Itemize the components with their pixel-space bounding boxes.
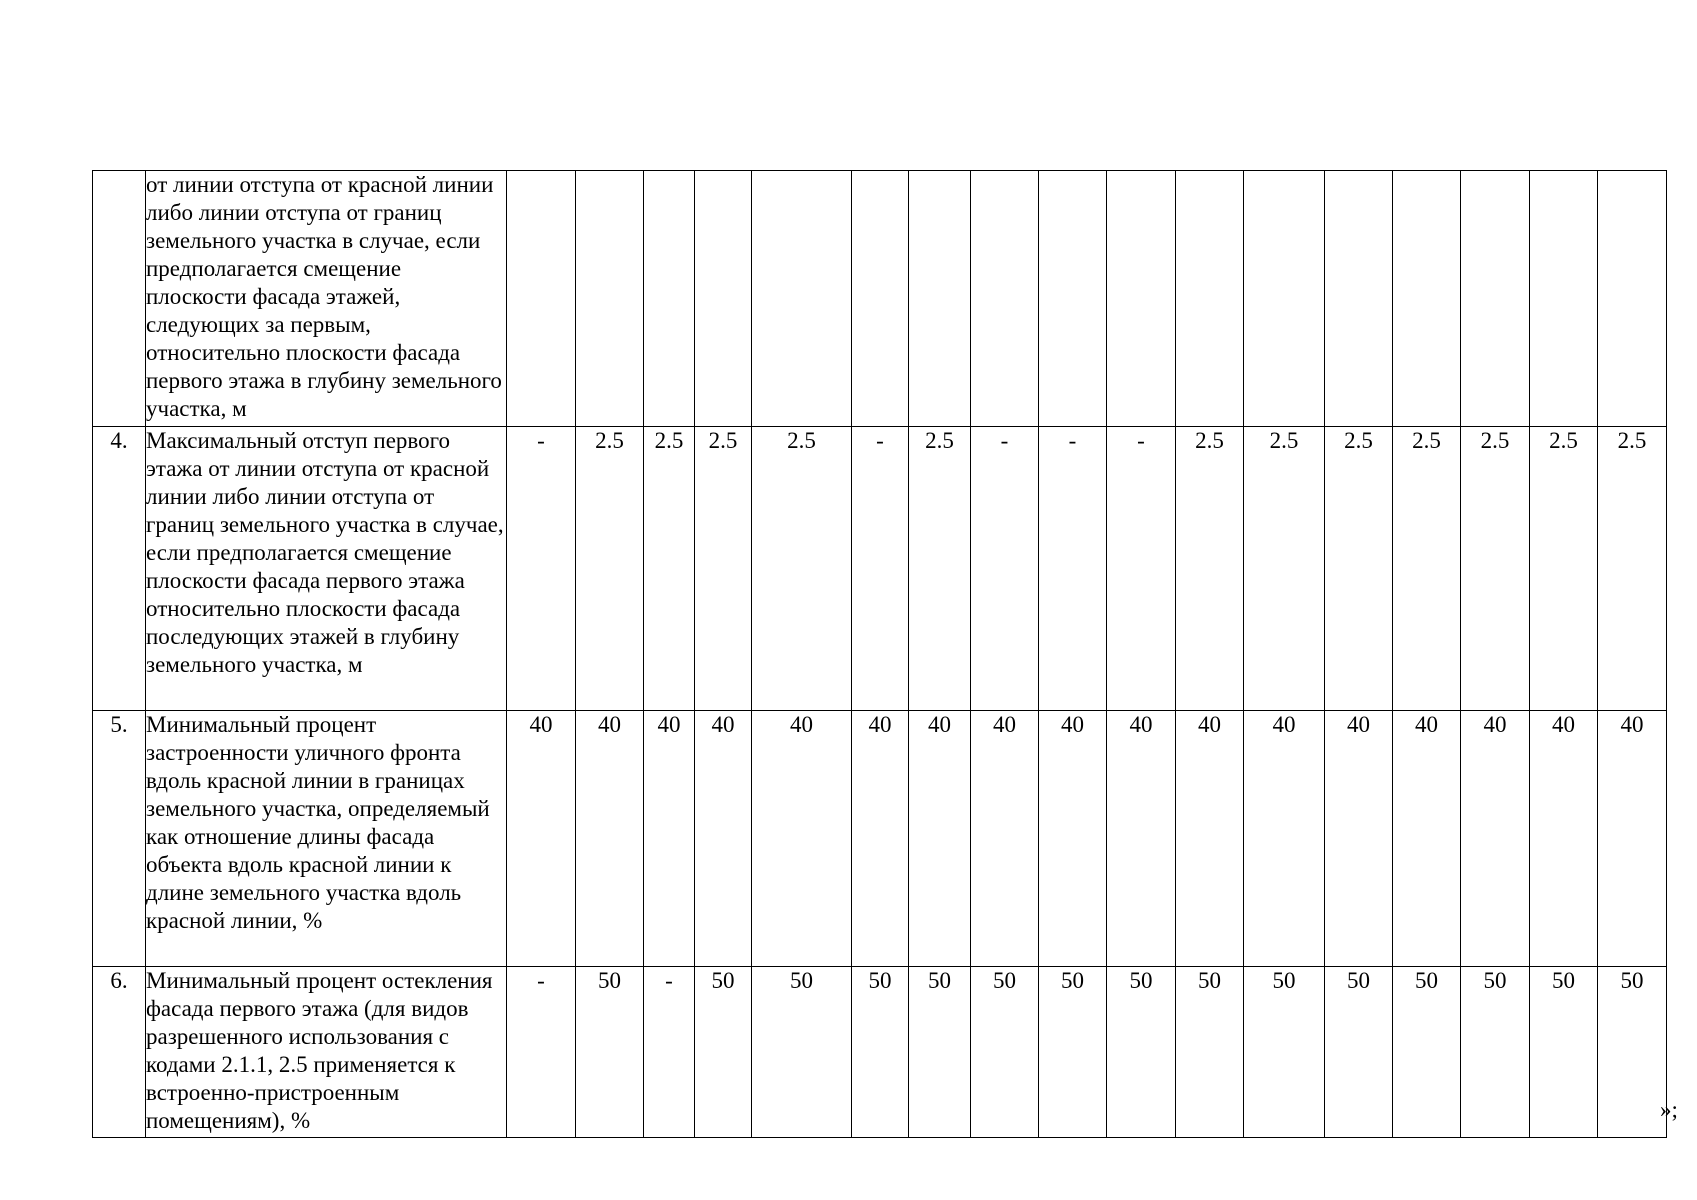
row-value: 50 [1598,967,1667,1138]
row-number: 6. [93,967,146,1138]
row-value [909,171,971,427]
row-value: 40 [1244,711,1325,967]
row-value: 2.5 [1461,427,1530,711]
row-value: 50 [1393,967,1461,1138]
row-value: 2.5 [1598,427,1667,711]
table-row [93,171,1667,427]
row-value [695,171,752,427]
table-row [93,427,1667,711]
row-value [971,171,1039,427]
row-value: 40 [852,711,909,967]
regulations-table [92,170,1667,1138]
row-value: 50 [1530,967,1598,1138]
row-value: 50 [1244,967,1325,1138]
row-value: 2.5 [1176,427,1244,711]
row-value [1461,171,1530,427]
row-value: 40 [644,711,695,967]
row-value: 50 [695,967,752,1138]
row-value [644,171,695,427]
row-value: 40 [576,711,644,967]
row-value [1107,171,1176,427]
row-value: 50 [1176,967,1244,1138]
row-value: 2.5 [1530,427,1598,711]
closing-quote-mark: »; [1660,1097,1678,1122]
row-number: 4. [93,427,146,711]
row-value: 50 [1325,967,1393,1138]
row-value: 40 [1176,711,1244,967]
row-value [1176,171,1244,427]
row-value: 2.5 [644,427,695,711]
row-description: Минимальный процент остекления фасада первого этажа (для видов разрешенного использования с кодами 2.1.1, 2.5 применяется к встроенно-пристроенным помещениям), % [146,967,507,1138]
row-value: 2.5 [1244,427,1325,711]
row-description: Максимальный отступ первого этажа от линии отступа от красной линии либо линии отступа от границ земельного участка в случае, если предполагается смещение плоскости фасада первого этажа относительно плоскости фасада последующих этажей в глубину земельного участка, м [146,427,507,711]
row-description: Минимальный процент застроенности уличного фронта вдоль красной линии в границах земельного участка, определяемый как отношение длины фасада объекта вдоль красной линии к длине земельного участка вдоль красной линии, % [146,711,507,967]
row-value: 40 [1393,711,1461,967]
row-value: - [852,427,909,711]
row-value: 40 [1325,711,1393,967]
row-value: 40 [1039,711,1107,967]
row-value [576,171,644,427]
row-value: - [507,967,576,1138]
row-value: 50 [852,967,909,1138]
row-number: 5. [93,711,146,967]
row-value: - [507,427,576,711]
table-row [93,711,1667,967]
row-value: 2.5 [909,427,971,711]
row-value: 40 [1598,711,1667,967]
row-value: 40 [507,711,576,967]
row-value [1325,171,1393,427]
row-value: 2.5 [695,427,752,711]
row-value [1393,171,1461,427]
row-value: 40 [695,711,752,967]
row-value: - [1107,427,1176,711]
row-value: 40 [1530,711,1598,967]
row-value: 50 [1461,967,1530,1138]
row-value: 40 [971,711,1039,967]
row-value: 50 [1107,967,1176,1138]
row-value: 40 [752,711,852,967]
row-value [1039,171,1107,427]
row-description: от линии отступа от красной линии либо линии отступа от границ земельного участка в случае, если предполагается смещение плоскости фасада этажей, следующих за первым, относительно плоскости фасада первого этажа в глубину земельного участка, м [146,171,507,427]
row-value [852,171,909,427]
row-value [1530,171,1598,427]
row-value: 2.5 [752,427,852,711]
row-value [1598,171,1667,427]
table-row [93,967,1667,1138]
row-number [93,171,146,427]
row-value: 2.5 [1325,427,1393,711]
row-value [507,171,576,427]
row-value: - [971,427,1039,711]
row-value [1244,171,1325,427]
row-value: 2.5 [576,427,644,711]
row-value: 50 [909,967,971,1138]
row-value: 50 [971,967,1039,1138]
row-value [752,171,852,427]
row-value: 50 [1039,967,1107,1138]
row-value: - [644,967,695,1138]
row-value: 50 [576,967,644,1138]
row-value: 40 [1461,711,1530,967]
row-value: 2.5 [1393,427,1461,711]
row-value: 40 [1107,711,1176,967]
row-value: - [1039,427,1107,711]
row-value: 40 [909,711,971,967]
row-value: 50 [752,967,852,1138]
